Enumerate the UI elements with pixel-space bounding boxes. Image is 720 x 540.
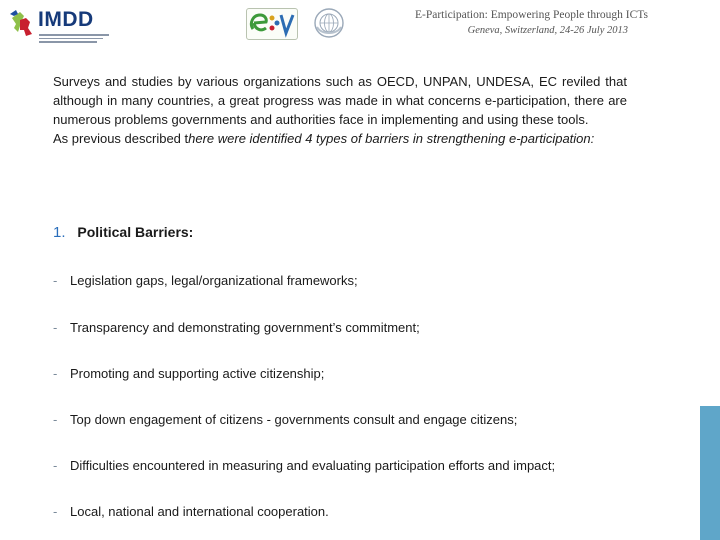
imdd-tagline-lines [39,34,109,44]
bullet-text: Top down engagement of citizens - governments consult and engage citizens; [70,412,518,427]
slide-header [0,0,720,60]
bullet-text: Legislation gaps, legal/organizational frameworks; [70,273,358,288]
imdd-map-icon [8,4,38,44]
section-label: Political Barriers: [77,224,194,240]
bullet-marker: - [53,504,58,519]
bullet-item [53,320,420,335]
conference-location-dates: Geneva, Switzerland, 24-26 July 2013 [467,25,628,36]
bullet-item [53,458,555,473]
bullet-text: Difficulties encountered in measuring and evaluating participation efforts and impact; [70,458,556,473]
bullet-marker: - [53,273,58,288]
edv-logo-icon [247,9,297,39]
intro-paragraph-2-start: As previous described t [53,131,189,146]
conference-title: E-Participation: Empowering People through ICTs [415,9,648,21]
bullet-text: Transparency and demonstrating government’s commitment; [70,320,420,335]
section-number: 1. [53,224,66,241]
intro-paragraph-2-italic: here were identified 4 types of barriers in strengthening e-participation: [188,131,595,146]
bullet-item [53,412,517,427]
intro-paragraph-1: Surveys and studies by various organizations such as OECD, UNPAN, UNDESA, EC reviled that although in many countries, a great progress was made in what concerns e-participation, there are numerous problems governments and authorities face in implementing and using these tools. [53,74,627,127]
edv-logo [246,8,298,40]
accent-bar [700,406,720,540]
bullet-item [53,366,324,381]
bullet-marker: - [53,412,58,427]
imdd-logo [8,4,118,48]
bullet-marker: - [53,366,58,381]
bullet-item [53,504,329,519]
bullet-text: Promoting and supporting active citizenship; [70,366,325,381]
bullet-text: Local, national and international cooperation. [70,504,329,519]
bullet-item [53,273,358,288]
section-heading [53,224,193,241]
intro-paragraph-2 [53,129,627,148]
intro-text [53,72,627,148]
bullet-marker: - [53,320,58,335]
bullet-marker: - [53,458,58,473]
imdd-logo-text: IMDD [38,8,94,31]
